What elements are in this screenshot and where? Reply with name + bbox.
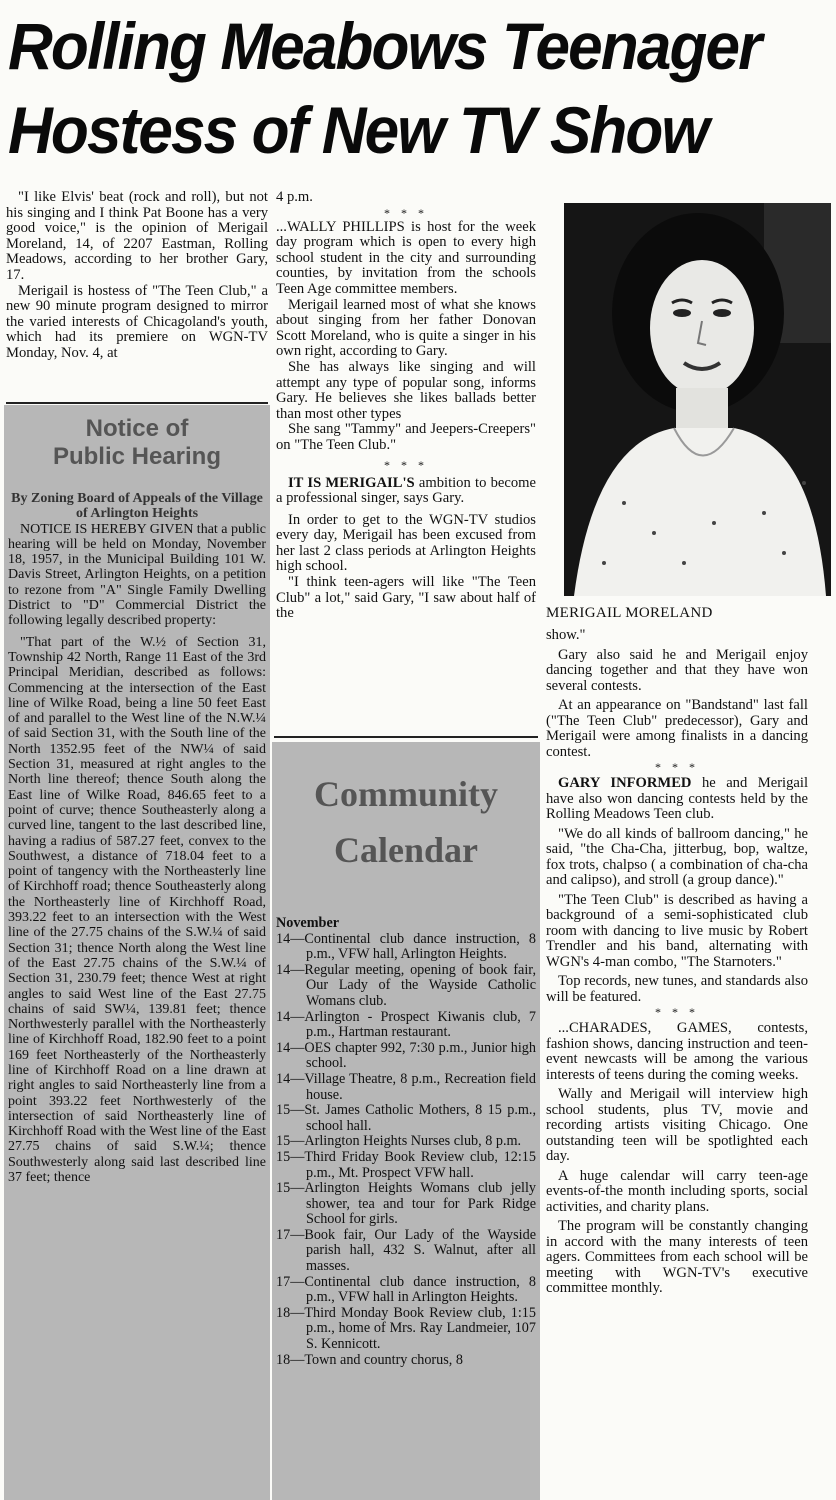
calendar-event-dash: — — [290, 1102, 305, 1119]
calendar-event-text: Third Monday Book Review club, 1:15 p.m., home of Mrs. Ray Landmeier, 107 S. Kennicott. — [304, 1304, 536, 1353]
calendar-event-text: Regular meeting, opening of book fair, Our Lady of the Wayside Catholic Womans club. — [304, 961, 536, 1009]
article-paragraph: A huge calendar will carry teen-age events-of-the month including sports, social activities, and charity plans. — [546, 1167, 808, 1215]
calendar-event-dash: — — [290, 961, 305, 978]
article-paragraph: 4 p.m. — [276, 189, 313, 205]
calendar-event-day: 15 — [276, 1148, 291, 1165]
calendar-event-dash: — — [290, 930, 305, 947]
portrait-photo — [564, 203, 831, 596]
portrait-image — [564, 203, 831, 596]
paragraph-body: he and Merigail have also won dancing contests held by the Rolling Meadows Teen club. — [546, 775, 808, 822]
calendar-event-dash: — — [290, 1351, 305, 1368]
calendar-event — [276, 1103, 536, 1134]
notice-paragraph: NOTICE IS HEREBY GIVEN that a public hearing will be held on Monday, November 18, 1957, in the Municipal Building 101 W. Davis Street, Arlington Heights, on a petition to rezone from "A" Single Family Dwelling District to "D" Commercial District the following legally described property: — [8, 521, 266, 629]
headline — [8, 4, 779, 172]
calendar-event — [276, 1275, 536, 1306]
calendar-event — [276, 1228, 536, 1275]
paragraph-body: ambition to become a professional singer, says Gary. — [276, 474, 536, 507]
column-divider — [6, 402, 268, 404]
section-separator: * * * — [384, 205, 428, 220]
calendar-event-text: Continental club dance instruction, 8 p.m., VFW hall in Arlington Heights. — [304, 1273, 536, 1306]
notice-title-line-1: Notice of — [85, 415, 189, 442]
calendar-event-day: 17 — [276, 1273, 291, 1290]
column-divider — [274, 736, 538, 738]
calendar-event — [276, 1072, 536, 1103]
calendar-event-text: Village Theatre, 8 p.m., Recreation field house. — [304, 1070, 536, 1103]
article-paragraph: She sang "Tammy" and Jeepers-Creepers" on "The Teen Club." — [276, 421, 536, 453]
public-notice-box — [4, 405, 270, 1500]
calendar-event — [276, 1134, 536, 1150]
calendar-event-dash: — — [290, 1304, 305, 1321]
calendar-event-day: 14 — [276, 1070, 291, 1087]
calendar-event — [276, 963, 536, 1010]
article-paragraph — [276, 476, 536, 507]
calendar-event — [276, 932, 536, 963]
calendar-event-day: 14 — [276, 1008, 291, 1025]
calendar-event-text: Book fair, Our Lady of the Wayside parish hall, 432 S. Walnut, after all masses. — [304, 1226, 536, 1275]
article-paragraph: Top records, new tunes, and standards also will be featured. — [546, 973, 808, 1005]
article-paragraph: show." — [546, 627, 586, 643]
article-paragraph — [546, 776, 808, 823]
notice-title-line-2: Public Hearing — [52, 443, 222, 470]
calendar-event-day: 18 — [276, 1351, 291, 1368]
section-separator: * * * — [655, 760, 699, 774]
calendar-event-day: 14 — [276, 961, 291, 978]
calendar-event — [276, 1181, 536, 1228]
calendar-event-day: 18 — [276, 1304, 291, 1321]
paragraph-lead-in: GARY INFORMED — [558, 775, 692, 791]
article-column-1 — [6, 190, 268, 362]
calendar-event-text: Town and country chorus, 8 — [304, 1351, 463, 1368]
calendar-month: November — [276, 915, 340, 931]
calendar-event-dash: — — [290, 1180, 305, 1197]
calendar-event-day: 15 — [276, 1180, 291, 1197]
article-paragraph: At an appearance on "Bandstand" last fall ("The Teen Club" predecessor), Gary and Merigail were among finalists in a dancing contest. — [546, 697, 808, 760]
calendar-event-text: Arlington Heights Nurses club, 8 p.m. — [304, 1133, 522, 1150]
calendar-event-text: Arlington - Prospect Kiwanis club, 7 p.m., Hartman restaurant. — [304, 1008, 536, 1041]
article-paragraph: ...CHARADES, GAMES, contests, fashion shows, dancing instruction and teen-event newcasts will be among the various interests of teens during the coming weeks. — [546, 1020, 808, 1083]
headline-line-2: Hostess of New TV Show — [8, 93, 708, 167]
headline-line-1: Rolling Meabows Teenager — [8, 9, 761, 83]
calendar-event-dash: — — [290, 1070, 305, 1087]
article-paragraph: "I think teen-agers will like "The Teen Club" a lot," said Gary, "I saw about half of the — [276, 574, 536, 622]
calendar-event — [276, 1353, 536, 1369]
calendar-event-day: 14 — [276, 1039, 291, 1056]
calendar-event-list — [276, 932, 536, 1369]
community-calendar-box — [272, 742, 540, 1500]
calendar-event-dash: — — [290, 1039, 305, 1056]
calendar-event — [276, 1041, 536, 1072]
article-paragraph: Wally and Merigail will interview high school students, plus TV, movie and recording artists visiting Chicago. One outstanding teen will be spotlighted each day. — [546, 1086, 808, 1164]
calendar-event-day: 14 — [276, 930, 291, 947]
article-paragraph: Merigail is hostess of "The Teen Club," a new 90 minute program designed to mirror the varied interests of Chicagoland's youth, which had its premiere on WGN-TV Monday, Nov. 4, at — [6, 282, 268, 361]
section-separator: * * * — [384, 457, 428, 472]
article-paragraph: ...WALLY PHILLIPS is host for the week day program which is open to every high school student in the city and surrounding counties, by invitation from the schools Teen Age committee members. — [276, 218, 536, 297]
calendar-event-dash: — — [290, 1226, 305, 1243]
article-paragraph: The program will be constantly changing in accord with the many interests of teen agers. Committees from each school will be meeting with WGN-TV's executive committee monthly. — [546, 1218, 808, 1296]
calendar-event — [276, 1306, 536, 1353]
calendar-event-text: St. James Catholic Mothers, 8 15 p.m., school hall. — [304, 1102, 536, 1134]
calendar-title-line-1: Community — [313, 774, 498, 814]
calendar-event-dash: — — [290, 1148, 305, 1165]
notice-byline: By Zoning Board of Appeals of the Village of Arlington Heights — [11, 491, 263, 522]
calendar-event-dash: — — [290, 1273, 305, 1290]
calendar-event-dash: — — [290, 1008, 305, 1025]
article-paragraph: Merigail learned most of what she knows about singing from her father Donovan Scott Moreland, who is quite a singer in his own right, according to Gary. — [276, 296, 536, 360]
photo-caption: MERIGAIL MORELAND — [546, 605, 713, 621]
calendar-event-text: Continental club dance instruction, 8 p.m., VFW hall, Arlington Heights. — [304, 930, 536, 963]
calendar-event — [276, 1010, 536, 1041]
calendar-event-text: Arlington Heights Womans club jelly shower, tea and tour for Park Ridge School for girls. — [304, 1180, 536, 1228]
article-paragraph: "The Teen Club" is described as having a background of a semi-sophisticated club room with dancing to live music by Robert Trendler and his band, alternating with WGN's 4-man combo, "The Starnoters." — [546, 891, 808, 970]
calendar-event — [276, 1150, 536, 1181]
article-column-2 — [276, 190, 536, 622]
article-paragraph: Gary also said he and Merigail enjoy dancing together and that they have won several contests. — [546, 646, 808, 694]
article-paragraph: "We do all kinds of ballroom dancing," he said, "the Cha-Cha, jitterbug, bop, waltze, fox trots, chalpso ( a combination of cha-cha and calipso), and stroll (a group dance)." — [546, 825, 808, 888]
notice-paragraph: "That part of the W.½ of Section 31, Township 42 North, Range 11 East of the 3rd Principal Meridian, described as follows: Commencing at the intersection of the East line of Wilke Road, being a line 50 feet East of and parallel to the West line of the N.W.¼ of said Section 31, with the South line of the North 1352.95 feet of the NW¼ of said Section 31, measured at right angles to the North line thereof; thence South along the East line of Wilke Road, 846.65 feet to a point of curve; thence Southeasterly along a curved line, tangent to the last described line, having a radius of 587.27 feet, convex to the Southwest, a distance of 718.04 feet to a point of tangency with the Northeasterly line of Kirchhoff road; thence Southeasterly along the Northeasterly line of Kirchhoff Road, 393.22 feet to an intersection with the West line of the 27.75 chains of the S.W.¼ of said Section 31; thence North along the West line of the East 27.75 chains of the S.W.¼ of Section 31, 230.79 feet; thence West at right angles to said West line of the East 27.75 chains of said SW¼, 139.81 feet; thence Northwesterly parallel with the Northeasterly line of Kirchhoff Road, 182.90 feet to a point 169 feet Northeasterly of the Northeasterly line of Kirchhoff Road on a line drawn at right angles to said Northeasterly line from a point 393.22 feet Northwesterly of the intersection of said Northeasterly line of Kirchhoff Road with the West line of the East 27.75 chains of said S.W.¼; thence Southwesterly along said last described line 37 feet; thence — [8, 634, 266, 1186]
article-column-4 — [546, 628, 808, 1297]
article-paragraph: "I like Elvis' beat (rock and roll), but not his singing and I think Pat Boone has a very good voice," is the opinion of Merigail Moreland, 14, of 2207 Eastman, Rolling Meadows, according to her brother Gary, 17. — [6, 189, 268, 283]
calendar-event-text: OES chapter 992, 7:30 p.m., Junior high school. — [304, 1039, 536, 1072]
calendar-event-day: 15 — [276, 1133, 291, 1150]
calendar-event-day: 17 — [276, 1226, 291, 1243]
article-paragraph: In order to get to the WGN-TV studios every day, Merigail has been excused from her last 2 class periods at Arlington Heights high school. — [276, 511, 536, 575]
calendar-event-text: Third Friday Book Review club, 12:15 p.m., Mt. Prospect VFW hall. — [304, 1148, 536, 1181]
paragraph-lead-in: IT IS MERIGAIL'S — [288, 474, 415, 491]
calendar-event-dash: — — [290, 1133, 305, 1150]
section-separator: * * * — [655, 1005, 699, 1019]
calendar-title-line-2: Calendar — [334, 830, 478, 870]
article-paragraph: She has always like singing and will attempt any type of popular song, informs Gary. He believes she likes ballads better than most other types — [276, 358, 536, 422]
calendar-event-day: 15 — [276, 1102, 291, 1119]
